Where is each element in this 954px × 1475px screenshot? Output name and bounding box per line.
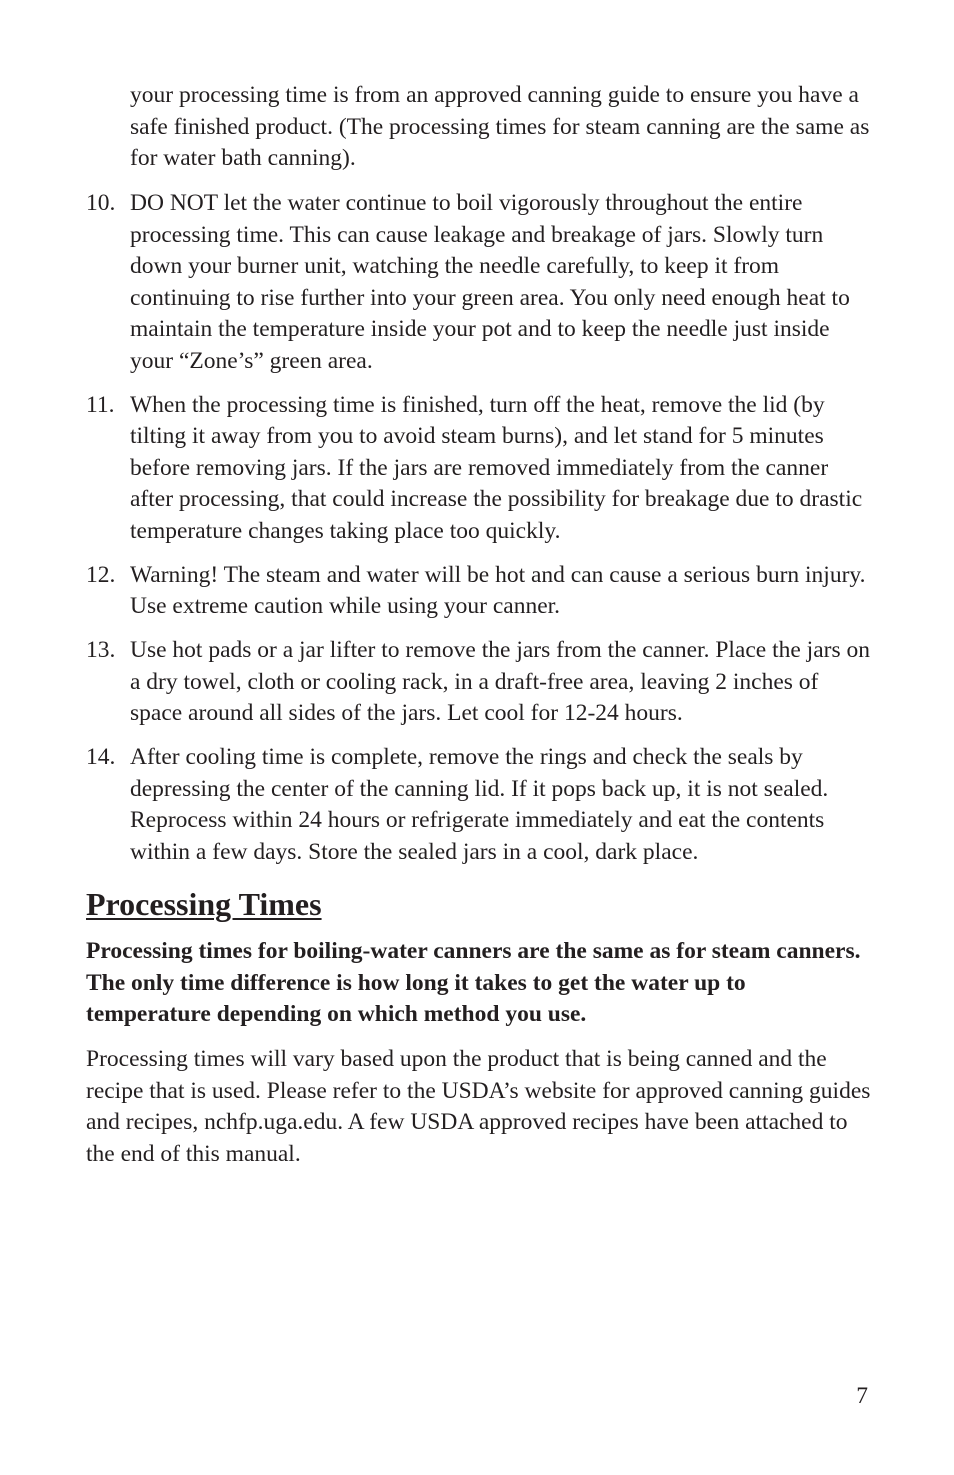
step-number: 13. [86, 637, 116, 663]
step-text: Use hot pads or a jar lifter to remove the jars from the canner. Place the jars on a dry towel, cloth or cooling rack, in a draft-free area, leaving 2 inches of space around all sides of the jars. Let cool for 12-24 hours. [130, 637, 870, 726]
list-item-step-11 [86, 390, 876, 548]
step-number: 14. [86, 744, 116, 770]
step-text: Warning! The steam and water will be hot and can cause a serious burn injury. Use extreme caution while using your canner. [130, 561, 866, 619]
step-number: 10. [86, 190, 116, 216]
step-text: DO NOT let the water continue to boil vigorously throughout the entire processing time. This can cause leakage and breakage of jars. Slowly turn down your burner unit, watching the needle carefully, to keep it from continuing to rise further into your green area. You only need enough heat to maintain the temperature inside your pot and to keep the needle just inside your “Zone’s” green area. [130, 190, 850, 374]
step-number: 11. [86, 391, 115, 418]
bold-intro-paragraph: Processing times for boiling-water canners are the same as for steam canners. The only time difference is how long it takes to get the water up to temperature depending on which method you use. [86, 938, 861, 1027]
list-item-step-10 [86, 188, 876, 377]
list-item-step-14 [86, 742, 876, 868]
step-text: After cooling time is complete, remove the rings and check the seals by depressing the center of the canning lid. If it pops back up, it is not sealed. Reprocess within 24 hours or refrigerate immediately and eat the contents within a few days. Store the sealed jars in a cool, dark place. [130, 744, 829, 865]
list-item-step-13 [86, 635, 876, 730]
step-text: When the processing time is finished, turn off the heat, remove the lid (by tilting it away from you to avoid steam burns), and let stand for 5 minutes before removing jars. If the jars are removed immediately from the canner after processing, that could increase the possibility for breakage due to drastic temperature changes taking place too quickly. [130, 391, 863, 544]
list-item-step-12 [86, 560, 876, 623]
instruction-list [86, 188, 876, 881]
section-heading: Processing Times [86, 886, 322, 922]
continuation-paragraph: your processing time is from an approved canning guide to ensure you have a safe finished product. (The processing times for steam canning are the same as for water bath canning). [130, 82, 870, 171]
page-number: 7 [856, 1383, 868, 1409]
step-number: 12. [86, 561, 116, 588]
body-paragraph: Processing times will vary based upon the product that is being canned and the recipe that is used. Please refer to the USDA’s website for approved canning guides and recipes, nchfp.uga.edu. A few USDA approved recipes have been attached to the end of this manual. [86, 1046, 871, 1167]
